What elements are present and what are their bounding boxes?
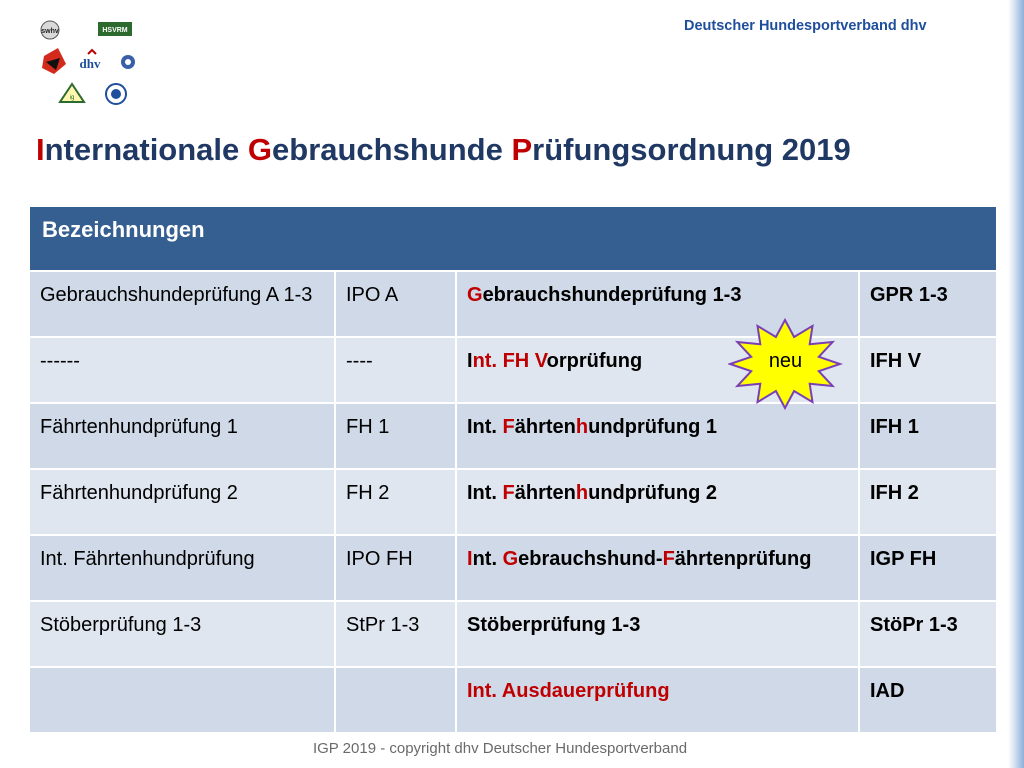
old-name-cell: Stöberprüfung 1-3 [29, 601, 335, 667]
new-abbr-cell: IFH 2 [859, 469, 997, 535]
new-name-segment: nt. [472, 548, 503, 570]
new-name-segment: F [502, 416, 515, 438]
new-name-cell [456, 469, 859, 535]
new-starburst-icon [728, 318, 843, 410]
new-name-segment: G [502, 548, 519, 570]
new-name-cell [456, 601, 859, 667]
old-name-cell: Int. Fährtenhundprüfung [29, 535, 335, 601]
title-part: G [247, 132, 273, 167]
old-name-cell: Gebrauchshundeprüfung A 1-3 [29, 271, 335, 337]
old-abbr-cell: StPr 1-3 [335, 601, 456, 667]
new-name-segment: I [467, 350, 473, 372]
old-abbr-cell: IPO FH [335, 535, 456, 601]
new-name-segment: F [502, 482, 515, 504]
new-name-segment: Int. Ausdauerprüfung [467, 680, 670, 702]
new-abbr-cell: IFH 1 [859, 403, 997, 469]
new-name-segment: ebrauchshund- [518, 548, 663, 570]
new-name-segment: Stöberprüfung 1-3 [467, 614, 641, 636]
new-name-segment: I [467, 548, 473, 570]
new-name-segment: ährten [514, 482, 576, 504]
new-name-segment: V [534, 350, 547, 372]
old-abbr-cell: FH 1 [335, 403, 456, 469]
new-name-segment: H [514, 350, 535, 372]
association-logos [36, 18, 146, 110]
new-abbr-cell: StöPr 1-3 [859, 601, 997, 667]
new-name-segment: G [467, 284, 483, 306]
hsvrm-logo-icon [98, 22, 132, 36]
table-header: Bezeichnungen [29, 206, 997, 271]
new-name-segment: Int. [467, 482, 503, 504]
round-logo-icon [121, 55, 135, 69]
title-part: I [36, 132, 45, 167]
new-name-segment: h [575, 482, 589, 504]
new-name-segment: Int. [467, 416, 503, 438]
badge-logo-icon [106, 84, 126, 104]
new-name-segment: F [662, 548, 675, 570]
new-abbr-cell: IGP FH [859, 535, 997, 601]
new-abbr-cell: IFH V [859, 337, 997, 403]
dhv-logo-icon [80, 50, 101, 71]
organization-name: Deutscher Hundesportverband dhv [684, 18, 927, 34]
new-name-segment: nt. [472, 350, 503, 372]
logo-text-swhv: swhv [41, 28, 59, 35]
new-name-cell [456, 535, 859, 601]
title-part: nternationale [44, 132, 248, 167]
table-row [29, 535, 997, 601]
title-part: P [511, 132, 533, 167]
footer-copyright: IGP 2019 - copyright dhv Deutscher Hundesportverband [312, 740, 688, 757]
new-abbr-cell: GPR 1-3 [859, 271, 997, 337]
title-part: ebrauchshunde [272, 132, 512, 167]
old-name-cell: ------ [29, 337, 335, 403]
table-row [29, 403, 997, 469]
page-title [36, 132, 956, 168]
new-name-segment: undprüfung 2 [588, 482, 717, 504]
logo-text-dhv: dhv [79, 56, 101, 71]
logo-text-ig: ig [69, 95, 75, 101]
old-name-cell: Fährtenhundprüfung 1 [29, 403, 335, 469]
new-name-segment: F [502, 350, 515, 372]
new-name-segment: ährtenprüfung [674, 548, 812, 570]
new-name-segment: h [575, 416, 589, 438]
new-name-segment: undprüfung 1 [588, 416, 717, 438]
new-name-cell [456, 403, 859, 469]
old-abbr-cell: ---- [335, 337, 456, 403]
title-part: rüfungsordnung 2019 [532, 132, 851, 167]
logo-text-hsvrm: HSVRM [102, 27, 128, 34]
table-row [29, 271, 997, 337]
new-badge-label: neu [768, 350, 803, 372]
table-row [29, 469, 997, 535]
new-name-segment: orprüfung [546, 350, 643, 372]
new-abbr-cell: IAD [859, 667, 997, 733]
table-row [29, 667, 997, 733]
old-abbr-cell: FH 2 [335, 469, 456, 535]
swhv-logo-icon [41, 21, 59, 39]
new-name-cell [456, 667, 859, 733]
table-row [29, 337, 997, 403]
new-name-segment: ährten [514, 416, 576, 438]
triangle-logo-icon [60, 84, 84, 102]
old-abbr-cell [335, 667, 456, 733]
old-abbr-cell: IPO A [335, 271, 456, 337]
emblem-logo-icon [42, 48, 66, 74]
designations-table [28, 205, 998, 734]
old-name-cell: Fährtenhundprüfung 2 [29, 469, 335, 535]
new-name-segment: ebrauchshundeprüfung 1-3 [482, 284, 742, 306]
decorative-side-bar [1008, 0, 1024, 768]
old-name-cell [29, 667, 335, 733]
table-row [29, 601, 997, 667]
